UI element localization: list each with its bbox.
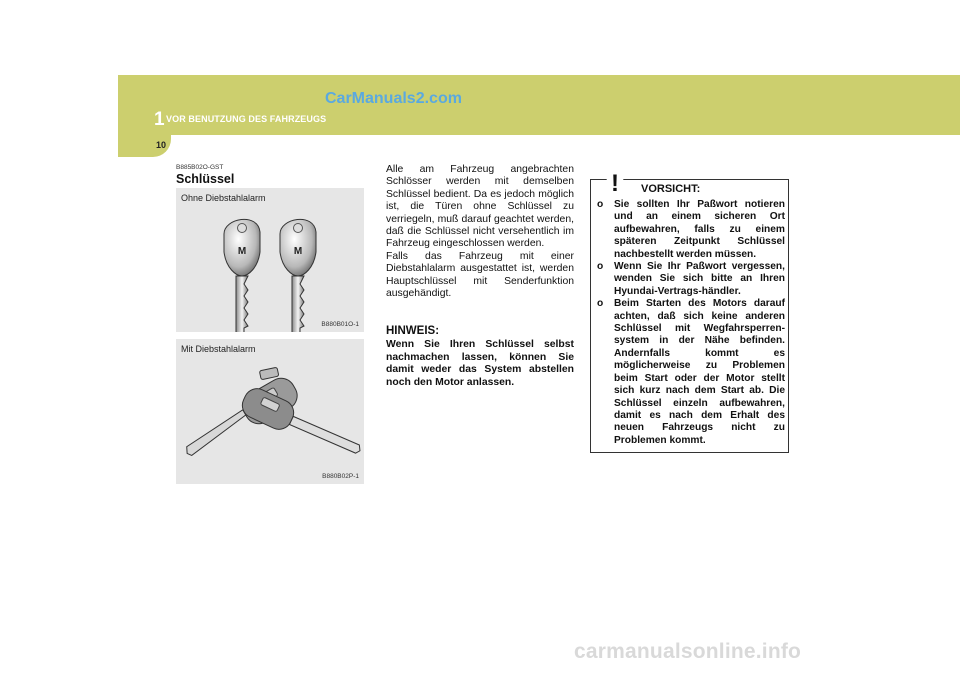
figure-code: B880B02P-1 (322, 473, 359, 480)
body-paragraph: Alle am Fahrzeug angebrachten Schlösser werden mit demselben Schlüssel bedient. Da es jedoch möglich ist, die Türen ohne Schlüssel zu verriegeln, muß darauf geachtet werden, daß die Schlüssel nicht versehentlich im Fahrzeug eingeschlossen werden. (386, 164, 574, 250)
chapter-header-band (118, 75, 960, 135)
figure-code: B880B01O-1 (321, 321, 359, 328)
bullet: o (597, 199, 604, 210)
figure-label: Mit Diebstahlalarm (181, 344, 256, 354)
figure-keys-without-alarm (176, 188, 364, 332)
chapter-title: VOR BENUTZUNG DES FAHRZEUGS (166, 114, 327, 124)
key-right (280, 219, 316, 332)
caution-item (597, 298, 785, 447)
section-title: Schlüssel (176, 172, 235, 186)
caution-item (597, 261, 785, 298)
caution-box (590, 179, 789, 453)
caution-item-text: Beim Starten des Motors darauf achten, daß sich keine anderen Schlüssel mit Wegfahrsperren-system in der Nähe befinden. Andernfalls kommt es möglicherweise zu Problemen beim Start oder der Motor stellt sich kurz nach dem Start ab. Die Schlüssel einzeln aufbewahren, damit es nach dem Erhalt des neuen Fahrzeugs nicht zu Problemen kommt. (614, 298, 785, 446)
bullet: o (597, 261, 604, 273)
body-text (386, 164, 574, 300)
caution-title: VORSICHT: (641, 183, 701, 195)
caution-item-text: Sie sollten Ihr Paßwort notieren und an einem sicheren Ort aufbewahren, falls zu einem späteren Zeitpunkt Schlüssel nachbestellt werden müssen. (614, 199, 785, 260)
note-title: HINWEIS: (386, 325, 440, 337)
remote-key-front (238, 384, 364, 465)
keys-without-alarm-illustration (176, 188, 364, 332)
svg-text:M: M (237, 246, 247, 257)
svg-text:M: M (293, 246, 303, 257)
caution-list (597, 199, 785, 447)
caution-item-text: Wenn Sie Ihr Paßwort vergessen, wenden Sie sich bitte an Ihren Hyundai-Vertrags-händler. (614, 261, 785, 297)
caution-item (597, 199, 785, 261)
keys-with-alarm-illustration (176, 339, 364, 484)
bullet: o (597, 298, 604, 310)
page-number: 10 (156, 140, 167, 150)
note-text: Wenn Sie Ihren Schlüssel selbst nachmachen lassen, können Sie damit weder das System abstellen noch den Motor anlassen. (386, 339, 574, 388)
svg-text:!: ! (611, 170, 619, 195)
body-paragraph: Falls das Fahrzeug mit einer Diebstahlalarm ausgestattet ist, werden Hauptschlüssel mit Senderfunktion ausgehändigt. (386, 250, 574, 300)
figure-keys-with-alarm (176, 339, 364, 484)
figure-label: Ohne Diebstahlalarm (181, 193, 266, 203)
watermark-bottom: carmanualsonline.info (574, 640, 802, 663)
section-code: B885B02O-GST (176, 164, 224, 171)
watermark-top: CarManuals2.com (325, 90, 462, 107)
chapter-number: 1 (154, 109, 165, 130)
warning-icon (598, 165, 632, 195)
key-left (224, 219, 260, 332)
